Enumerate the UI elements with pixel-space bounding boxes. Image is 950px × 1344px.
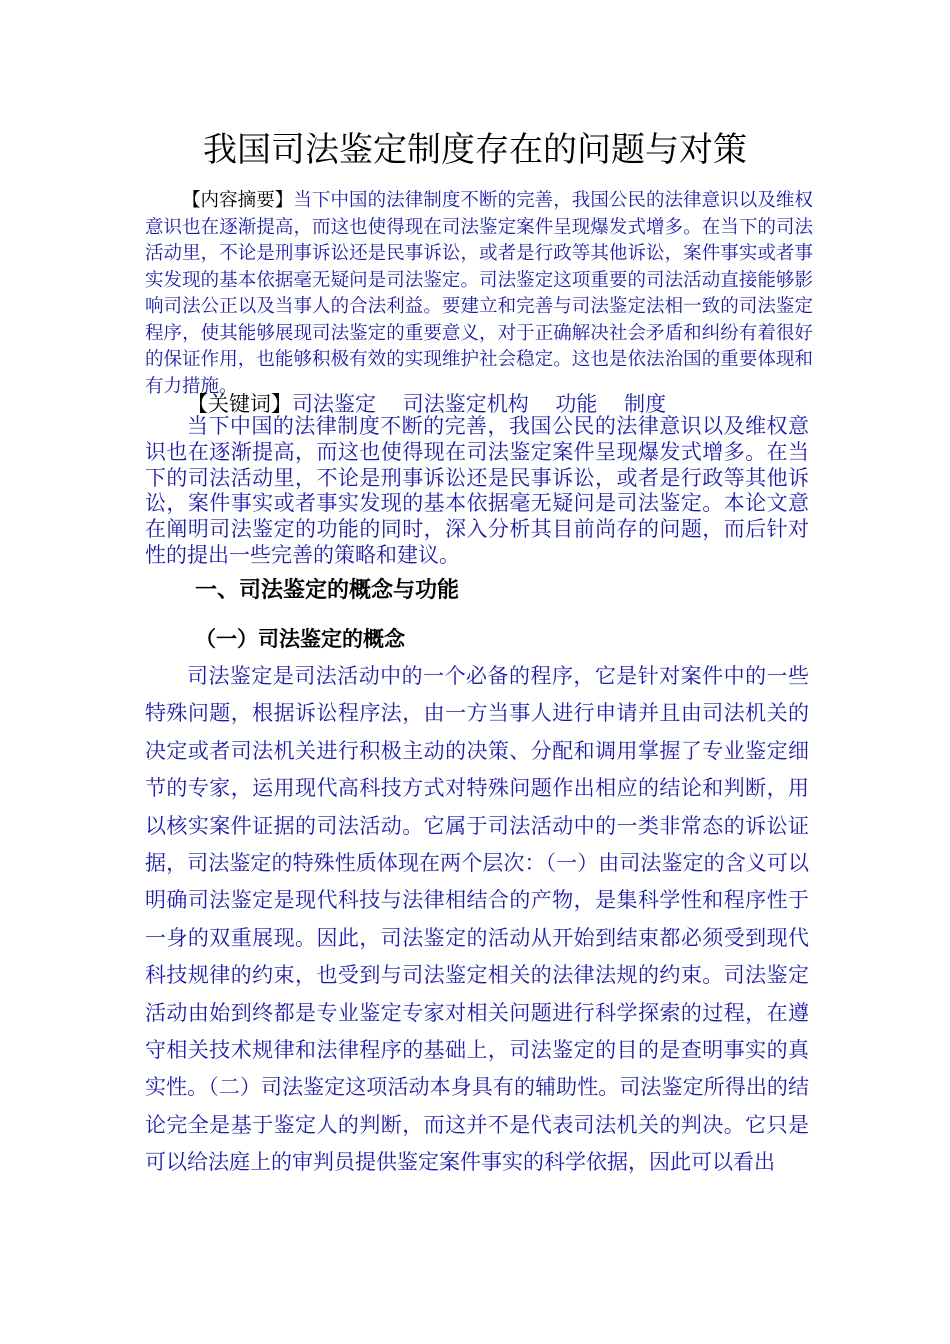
document-title: 我国司法鉴定制度存在的问题与对策 — [203, 130, 747, 170]
abstract-label: 【内容摘要】 — [182, 190, 294, 211]
keywords-label: 【关键词】 — [187, 392, 292, 416]
body-paragraph: 司法鉴定是司法活动中的一个必备的程序，它是针对案件中的一些特殊问题，根据诉讼程序法，由一方当事人进行申请并且由司法机关的决定或者司法机关进行积极主动的决策、分配和调用掌握了专业鉴定细节的专家，运用现代高科技方式对特殊问题作出相应的结论和判断，用以核实案件证据的司法活动。它属于司法活动中的一类非常态的诉讼证据，司法鉴定的特殊性质体现在两个层次：（一）由司法鉴定的含义可以明确司法鉴定是现代科技与法律相结合的产物，是集科学性和程序性于一身的双重展现。因此，司法鉴定的活动从开始到结束都必须受到现代科技规律的约束，也受到与司法鉴定相关的法律法规的约束。司法鉴定活动由始到终都是专业鉴定专家对相关问题进行科学探索的过程，在遵守相关技术规律和法律程序的基础上，司法鉴定的目的是查明事实的真实性。（二）司法鉴定这项活动本身具有的辅助性。司法鉴定所得出的结论完全是基于鉴定人的判断，而这并不是代表司法机关的判决。它只是可以给法庭上的审判员提供鉴定案件事实的科学依据，因此可以看出 — [145, 664, 809, 1175]
abstract-paragraph — [145, 188, 813, 400]
keywords-text: 司法鉴定 司法鉴定机构 功能 制度 — [292, 392, 667, 416]
subsection-heading: （一）司法鉴定的概念 — [195, 627, 405, 651]
abstract-text: 当下中国的法律制度不断的完善，我国公民的法律意识以及维权意识也在逐渐提高，而这也使得现在司法鉴定案件呈现爆发式增多。在当下的司法活动里，不论是刑事诉讼还是民事诉讼，或者是行政等其他诉讼，案件事实或者事实发现的基本依据毫无疑问是司法鉴定。司法鉴定这项重要的司法活动直接能够影响司法公正以及当事人的合法利益。要建立和完善与司法鉴定法相一致的司法鉴定程序，使其能够展现司法鉴定的重要意义，对于正确解决社会矛盾和纠纷有着很好的保证作用，也能够积极有效的实现维护社会稳定。这也是依法治国的重要体现和有力措施。 — [145, 190, 813, 397]
section-heading: 一、司法鉴定的概念与功能 — [195, 578, 460, 603]
intro-paragraph: 当下中国的法律制度不断的完善，我国公民的法律意识以及维权意识也在逐渐提高，而这也使得现在司法鉴定案件呈现爆发式增多。在当下的司法活动里，不论是刑事诉讼还是民事诉讼，或者是行政等其他诉讼，案件事实或者事实发现的基本依据毫无疑问是司法鉴定。本论文意在阐明司法鉴定的功能的同时，深入分析其目前尚存的问题，而后针对性的提出一些完善的策略和建议。 — [145, 414, 809, 567]
